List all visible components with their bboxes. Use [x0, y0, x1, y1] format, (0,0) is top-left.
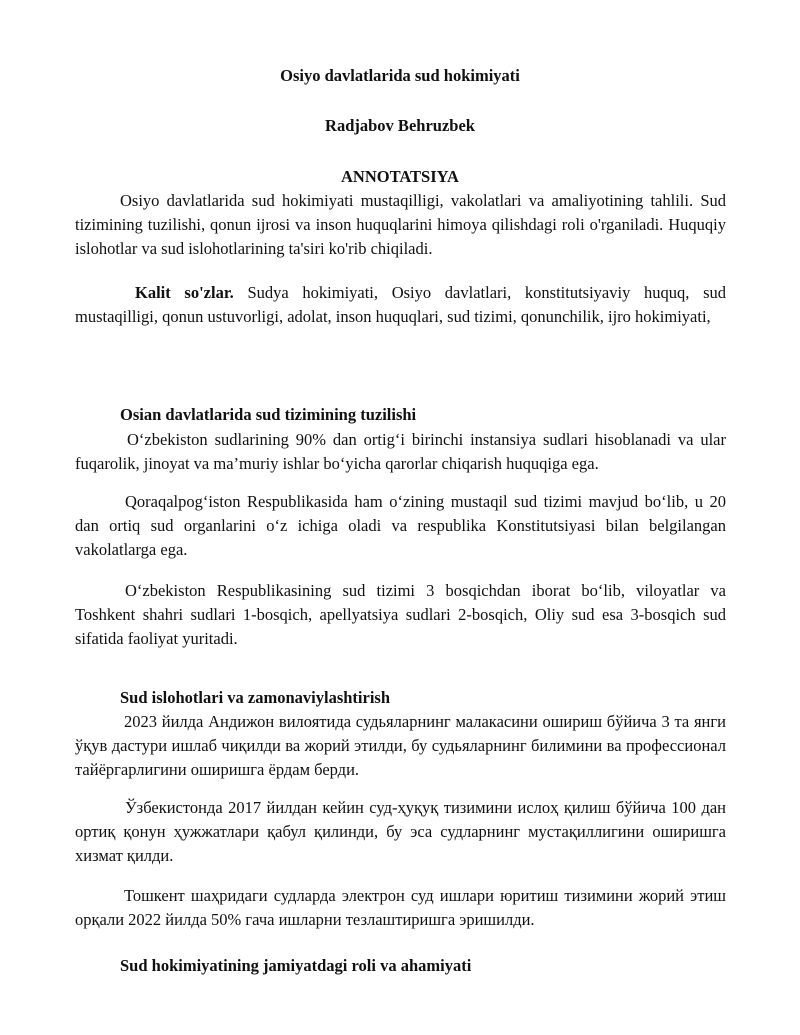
section2-paragraph-2 — [75, 796, 726, 868]
keywords-label: Kalit so'zlar. — [135, 283, 234, 302]
section1-heading: Osian davlatlarida sud tizimining tuzilishi — [120, 405, 417, 424]
section2-paragraph-3 — [75, 884, 726, 932]
section1-paragraph-1 — [75, 428, 726, 476]
annotation-heading: ANNOTATSIYA — [341, 167, 459, 186]
paragraph-text: Qoraqalpog‘iston Respublikasida ham o‘zining mustaqil sud tizimi mavjud bo‘lib, u 20 dan ortiq sud organlarini o‘z ichiga oladi va respublika Konstitutsiyasi bilan belgilangan vakolatlarga ega. — [75, 492, 726, 559]
paragraph-text: Ўзбекистонда 2017 йилдан кейин суд-ҳуқуқ тизимини ислоҳ қилиш бўйича 100 дан ортиқ қонун ҳужжатлари қабул қилинди, бу эса судларнинг мустақиллигини оширишга хизмат қилди. — [75, 798, 726, 865]
paragraph-text: Тошкент шаҳридаги судларда электрон суд ишлари юритиш тизимини жорий этиш орқали 2022 йилда 50% гача ишларни тезлаштиришга эришилди. — [75, 886, 726, 929]
section2-heading: Sud islohotlari va zamonaviylashtirish — [120, 688, 391, 707]
keywords-text: Sudya hokimiyati, Osiyo davlatlari, konstitutsiyaviy huquq, sud mustaqilligi, qonun ustuvorligi, adolat, inson huquqlari, sud tizimi, qonunchilik, ijro hokimiyati, — [75, 283, 726, 326]
paragraph-text: O‘zbekiston Respublikasining sud tizimi 3 bosqichdan iborat bo‘lib, viloyatlar va Toshkent shahri sudlari 1-bosqich, apellyatsiya sudlari 2-bosqich, Oliy sud esa 3-bosqich sud sifatida faoliyat yuritadi. — [75, 581, 726, 648]
paragraph-text: O‘zbekiston sudlarining 90% dan ortig‘i birinchi instansiya sudlari hisoblanadi va ular fuqarolik, jinoyat va ma’muriy ishlar bo‘yicha qarorlar chiqarish huquqiga ega. — [75, 430, 726, 473]
section1-paragraph-2 — [75, 490, 726, 562]
section1-paragraph-3 — [75, 579, 726, 651]
annotation-paragraph — [75, 189, 726, 261]
document-title: Osiyo davlatlarida sud hokimiyati — [280, 66, 520, 85]
document-author: Radjabov Behruzbek — [325, 116, 475, 135]
section2-paragraph-1 — [75, 710, 726, 782]
section3-heading: Sud hokimiyatining jamiyatdagi roli va ahamiyati — [120, 956, 472, 975]
keywords-paragraph — [75, 281, 726, 329]
annotation-text: Osiyo davlatlarida sud hokimiyati mustaqilligi, vakolatlari va amaliyotining tahlili. Sud tizimining tuzilishi, qonun ijrosi va inson huquqlarini himoya qilishdagi roli o'rganiladi. Huquqiy islohotlar va sud islohotlarining ta'siri ko'rib chiqiladi. — [75, 191, 726, 258]
paragraph-text: 2023 йилда Андижон вилоятида судьяларнинг малакасини ошириш бўйича 3 та янги ўқув дастури ишлаб чиқилди ва жорий этилди, бу судьяларнинг билимини ва профессионал тайёргарлигини оширишга ёрдам берди. — [75, 712, 726, 779]
